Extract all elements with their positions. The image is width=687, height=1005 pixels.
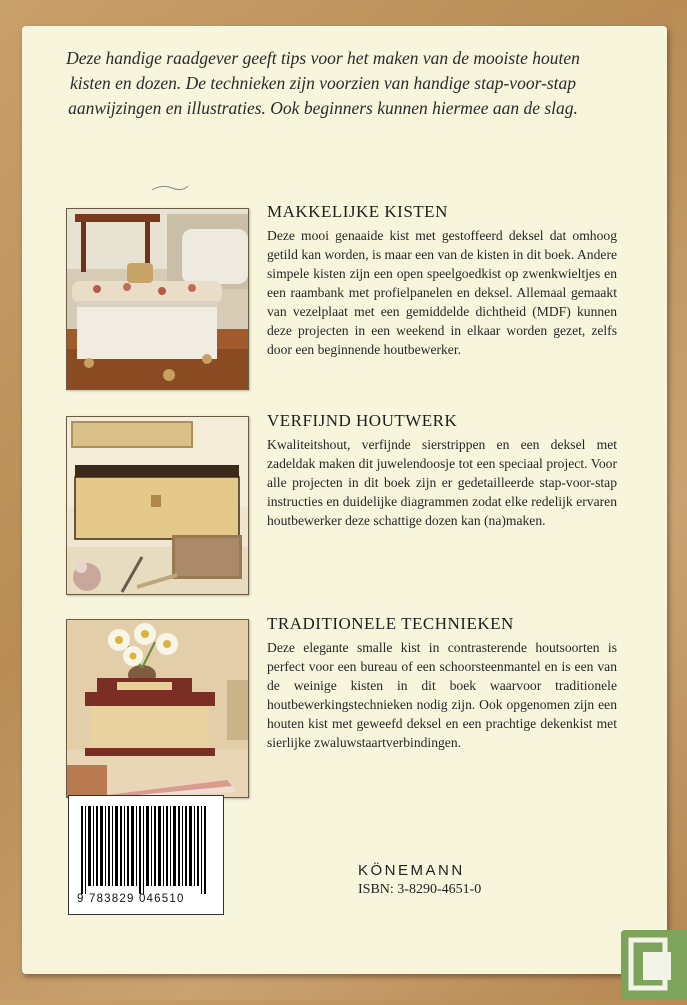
barcode-bars xyxy=(69,796,223,894)
publisher-name: KÖNEMANN xyxy=(358,862,465,879)
section-title-makkelijke-kisten: MAKKELIJKE KISTEN xyxy=(267,202,448,221)
shop-sticker-logo xyxy=(621,930,687,1000)
section-body-makkelijke-kisten: Deze mooi genaaide kist met gestoffeerd deksel dat omhoog getild kan worden, is maar een van de kisten in dit boek. Andere simpele kisten zijn een open speelgoedkist op zwenkwieltjes en een raambank met profielpanelen en deksel. Allemaal gemaakt van vezelplaat met een gemiddelde dichtheid (MDF) kunnen deze projecten in een weekend in elkaar worden gezet, zelfs door een beginnende houtbewerker. xyxy=(267,228,617,357)
isbn: ISBN: 3-8290-4651-0 xyxy=(358,882,482,897)
photo-upholstered-chest xyxy=(66,208,249,390)
photo-jewellery-box xyxy=(66,416,249,595)
section-body-traditionele-technieken: Deze elegante smalle kist in contrasterende houtsoorten is perfect voor een bureau of een schoorsteenmantel en is een van de weinige kisten in dit boek waarvoor traditionele houtbewerkingstechnieken nodig zijn. Ook opgenomen zijn een houten kist met geweefd deksel en een prachtige dekenkist met sierlijke zwaluwstaartverbindingen. xyxy=(267,640,617,750)
section-body-verfijnd-houtwerk: Kwaliteitshout, verfijnde sierstrippen en een deksel met zadeldak maken dit juwelendoosje tot een speciaal project. Voor alle projecten in dit boek zijn er gedetailleerde stap-voor-stap instructies en duidelijke diagrammen zodat elke redelijk ervaren houtbewerker deze schattige dozen kan (na)maken. xyxy=(267,437,617,528)
intro-text: Deze handige raadgever geeft tips voor het maken van de mooiste houten kisten en dozen. De technieken zijn voorzien van handige stap-voor-stap aanwijzingen en illustraties. Ook beginners kunnen hiermee aan de slag. xyxy=(66,48,580,118)
barcode xyxy=(68,795,224,915)
section-title-verfijnd-houtwerk: VERFIJND HOUTWERK xyxy=(267,411,458,430)
photo-traditional-chest xyxy=(66,619,249,798)
pencil-mark xyxy=(150,182,190,196)
section-title-traditionele-technieken: TRADITIONELE TECHNIEKEN xyxy=(267,614,514,633)
barcode-digits: 9 783829 046510 xyxy=(77,893,185,905)
